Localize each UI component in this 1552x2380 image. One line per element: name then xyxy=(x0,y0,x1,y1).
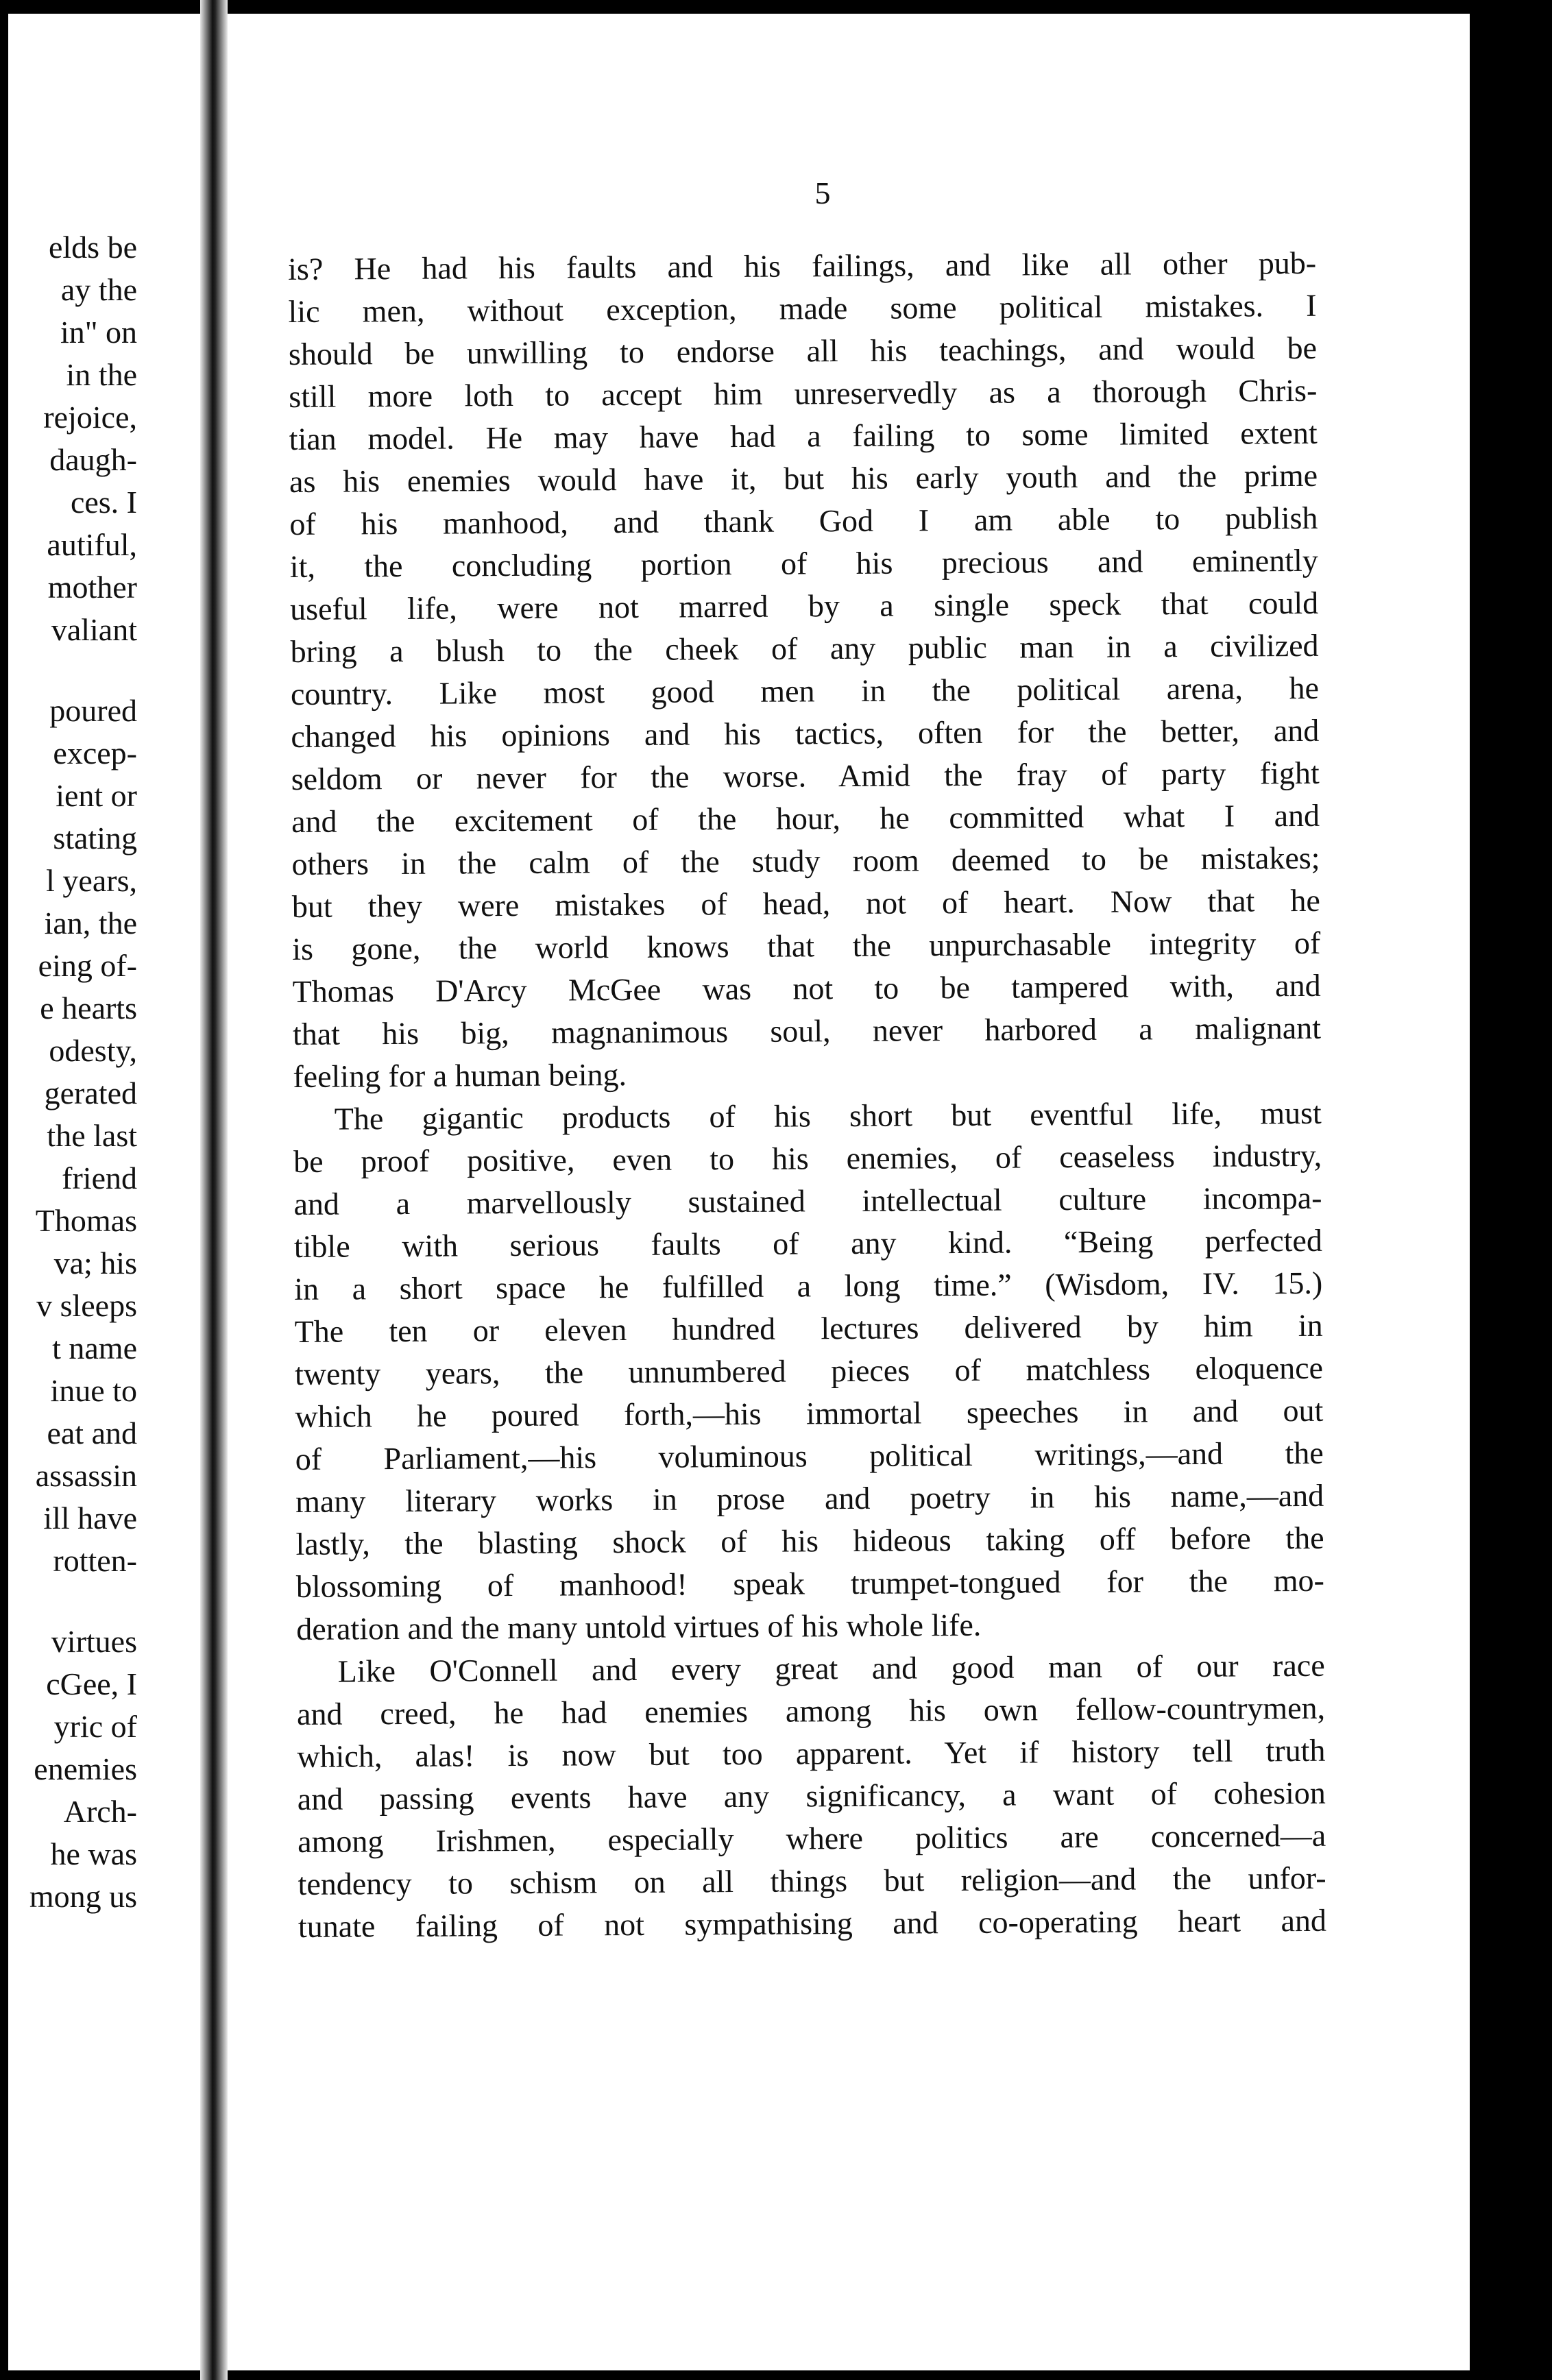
text-line: of his manhood, and thank God I am able to publish xyxy=(289,500,1318,542)
text-line: country. Like most good men in the political arena, he xyxy=(290,670,1320,712)
fragment-line: excep- xyxy=(53,736,137,770)
fragment-line: t name xyxy=(52,1331,137,1365)
fragment-line: assassin xyxy=(35,1458,137,1493)
fragment-line: rotten- xyxy=(53,1543,137,1578)
fragment-line: rejoice, xyxy=(43,400,137,435)
fragment-line: the last xyxy=(47,1118,137,1153)
text-line: feeling for a human being. xyxy=(293,1057,627,1094)
fragment-line: mother xyxy=(47,570,137,605)
text-line: still more loth to accept him unreservedly as a thorough Chris- xyxy=(289,372,1318,414)
text-line: tian model. He may have had a failing to some limited extent xyxy=(289,415,1318,457)
book-gutter xyxy=(200,0,228,2380)
fragment-line: e hearts xyxy=(40,991,137,1025)
fragment-line: enemies xyxy=(34,1751,137,1786)
text-line: blossoming of manhood! speak trumpet-tongued for the mo- xyxy=(295,1562,1325,1604)
fragment-line: eing of- xyxy=(38,948,137,983)
text-line: and creed, he had enemies among his own fellow-countrymen, xyxy=(296,1690,1326,1732)
text-line: be proof positive, even to his enemies, of ceaseless industry, xyxy=(293,1137,1322,1179)
text-line: others in the calm of the study room deemed to be mistakes; xyxy=(291,840,1320,882)
text-line: seldom or never for the worse. Amid the fray of party fight xyxy=(291,755,1320,797)
page-body xyxy=(288,242,1326,1948)
fragment-gap xyxy=(0,1582,137,1620)
fragment-line: daugh- xyxy=(49,442,137,477)
text-line: and the excitement of the hour, he committed what I and xyxy=(291,797,1320,839)
scan-border-right xyxy=(1470,0,1552,2380)
paragraph xyxy=(296,1644,1326,1948)
text-line: is? He had his faults and his failings, and like all other pub- xyxy=(288,245,1317,287)
text-line: many literary works in prose and poetry in his name,—and xyxy=(295,1477,1324,1519)
fragment-line: yric of xyxy=(53,1709,137,1744)
text-line: lastly, the blasting shock of his hideous taking off before the xyxy=(295,1520,1324,1562)
text-line: should be unwilling to endorse all his teachings, and would be xyxy=(288,330,1318,372)
page-number: 5 xyxy=(814,175,831,210)
fragment-line: l years, xyxy=(46,863,137,898)
facing-page-fragment xyxy=(0,226,137,1918)
fragment-line: stating xyxy=(53,821,137,855)
fragment-line: poured xyxy=(49,693,137,728)
scan-border-top xyxy=(0,0,1552,14)
text-line: which he poured forth,—his immortal speeches in and out xyxy=(295,1392,1324,1434)
text-line: Thomas D'Arcy McGee was not to be tampered with, and xyxy=(292,967,1321,1009)
paragraph xyxy=(288,242,1322,1098)
fragment-line: in" on xyxy=(60,315,137,350)
fragment-line: inue to xyxy=(50,1373,137,1408)
fragment-line: ient or xyxy=(56,778,137,813)
text-line: that his big, magnanimous soul, never harbored a malignant xyxy=(292,1010,1322,1052)
text-line: of Parliament,—his voluminous political writings,—and the xyxy=(295,1435,1324,1477)
text-line: as his enemies would have it, but his early youth and the prime xyxy=(289,457,1318,499)
text-line: deration and the many untold virtues of his whole life. xyxy=(296,1607,982,1647)
fragment-line: eat and xyxy=(47,1416,137,1450)
fragment-line: gerated xyxy=(44,1076,137,1110)
fragment-line: friend xyxy=(62,1161,137,1195)
text-line: bring a blush to the cheek of any public man in a civilized xyxy=(290,627,1319,669)
text-line: which, alas! is now but too apparent. Yet if history tell truth xyxy=(297,1732,1326,1774)
fragment-line: he was xyxy=(50,1836,137,1871)
fragment-line: ay the xyxy=(60,272,137,307)
paragraph xyxy=(293,1092,1325,1651)
fragment-gap xyxy=(0,651,137,690)
text-line: twenty years, the unnumbered pieces of matchless eloquence xyxy=(294,1350,1324,1392)
fragment-line: mong us xyxy=(29,1879,137,1914)
fragment-line: Thomas xyxy=(35,1203,137,1238)
fragment-line: virtues xyxy=(51,1624,137,1659)
fragment-line: elds be xyxy=(48,230,137,265)
fragment-line: odesty, xyxy=(49,1033,137,1068)
fragment-line: ces. I xyxy=(70,485,137,520)
text-line: in a short space he fulfilled a long time.” (Wisdom, IV. 15.) xyxy=(294,1265,1323,1307)
text-line: and a marvellously sustained intellectual culture incompa- xyxy=(293,1180,1322,1222)
fragment-line: in the xyxy=(66,357,137,392)
fragment-line: cGee, I xyxy=(46,1666,137,1701)
text-line: tendency to schism on all things but religion—and the unfor- xyxy=(298,1860,1326,1902)
text-line: useful life, were not marred by a single speck that could xyxy=(290,585,1319,627)
fragment-line: ian, the xyxy=(44,906,137,940)
text-line: changed his opinions and his tactics, often for the better, and xyxy=(291,712,1320,754)
fragment-line: Arch- xyxy=(63,1794,137,1829)
text-line: tible with serious faults of any kind. “Being perfected xyxy=(293,1222,1323,1264)
text-line: lic men, without exception, made some political mistakes. I xyxy=(288,287,1317,329)
scan-border-bottom xyxy=(0,2370,1552,2380)
text-line: among Irishmen, especially where politics are concerned—a xyxy=(298,1817,1326,1859)
text-line: is gone, the world knows that the unpurchasable integrity of xyxy=(292,925,1321,967)
text-line: it, the concluding portion of his precious and eminently xyxy=(289,542,1318,584)
fragment-line: ill have xyxy=(43,1501,137,1535)
text-line: The gigantic products of his short but eventful life, must xyxy=(334,1095,1322,1137)
fragment-line: valiant xyxy=(51,612,137,647)
fragment-line: v sleeps xyxy=(36,1288,137,1323)
text-line: tunate failing of not sympathising and co-operating heart and xyxy=(298,1902,1327,1944)
fragment-line: va; his xyxy=(53,1246,137,1280)
text-line: but they were mistakes of head, not of heart. Now that he xyxy=(291,882,1320,924)
text-line: The ten or eleven hundred lectures delivered by him in xyxy=(294,1307,1323,1349)
text-line: and passing events have any significancy, a want of cohesion xyxy=(297,1775,1326,1817)
fragment-line: autiful, xyxy=(47,527,137,562)
text-line: Like O'Connell and every great and good man of our race xyxy=(337,1647,1325,1689)
